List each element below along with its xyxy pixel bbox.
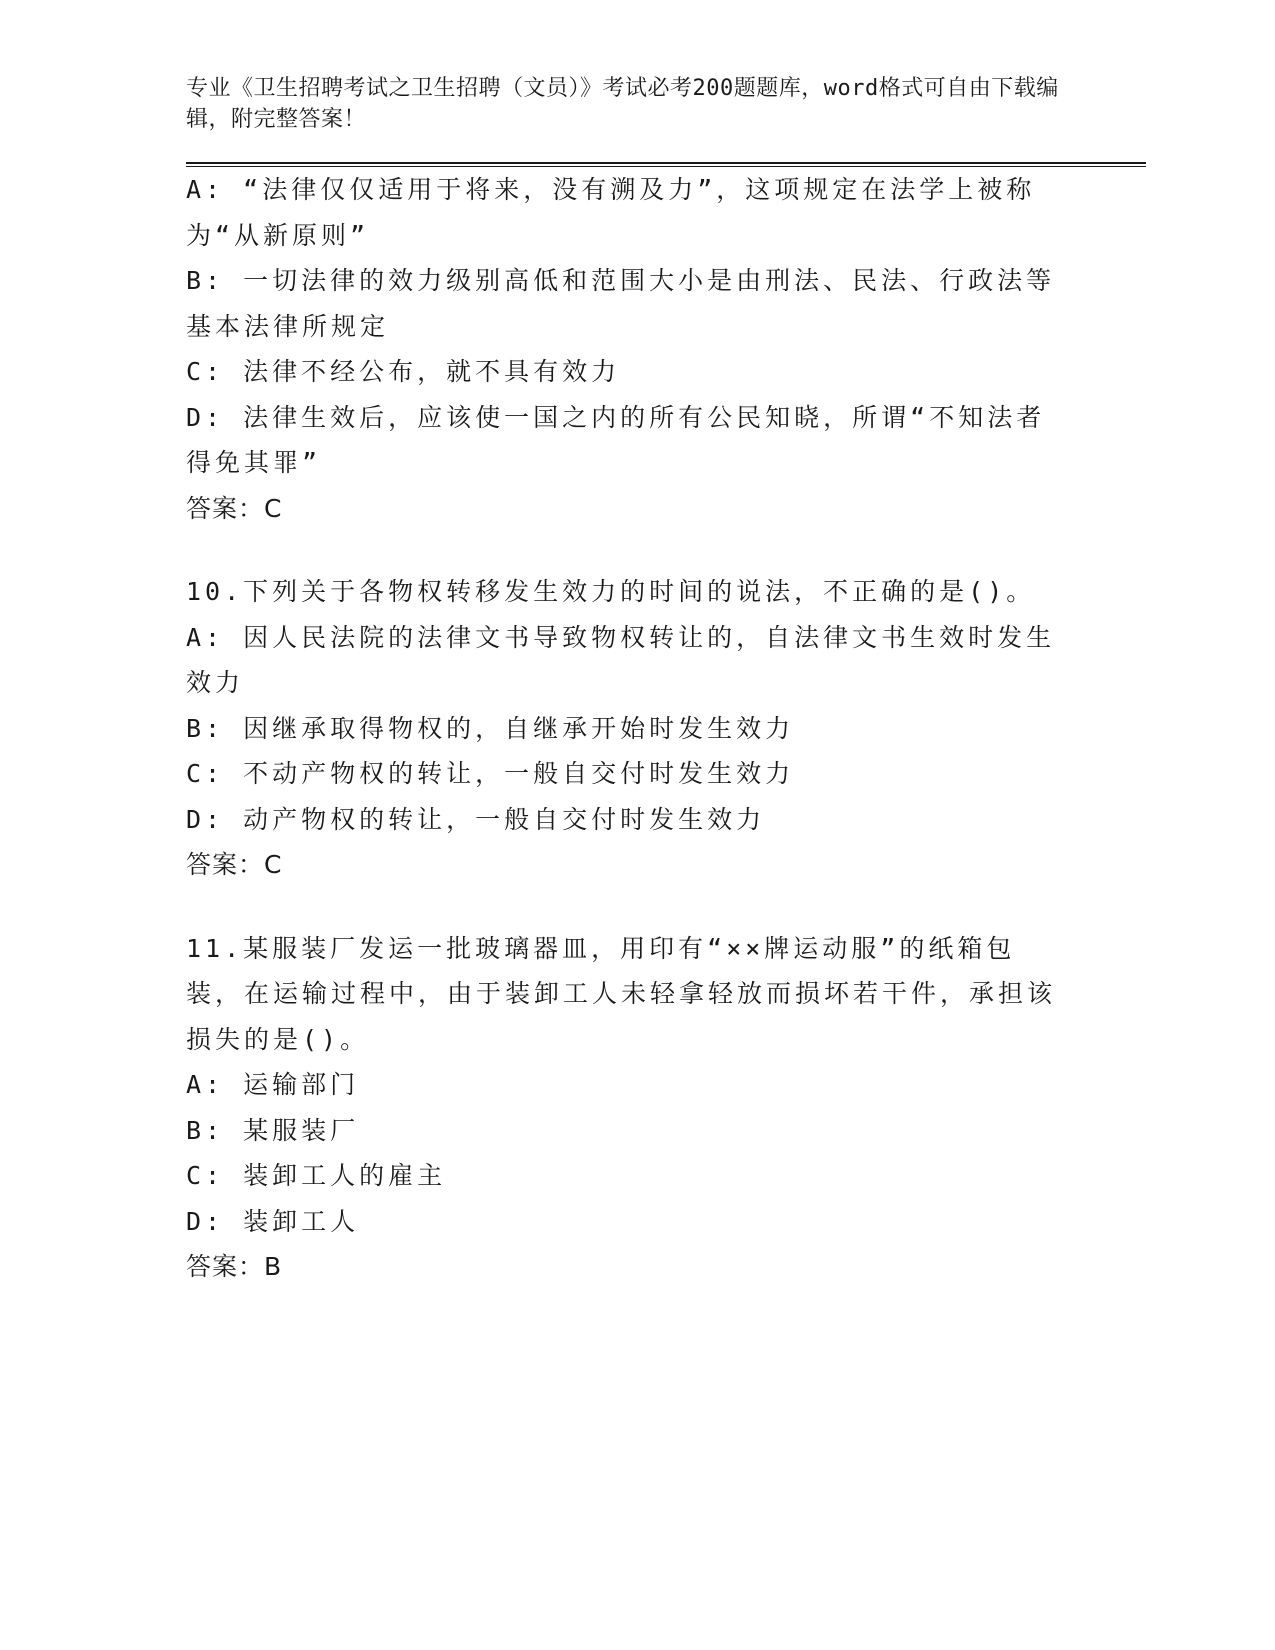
- option-a: A: 运输部门: [186, 1070, 360, 1099]
- option-b: B: 一切法律的效力级别高低和范围大小是由刑法、民法、行政法等基本法律所规定: [186, 266, 1056, 341]
- option-b: B: 因继承取得物权的，自继承开始时发生效力: [186, 713, 795, 743]
- option-b: B: 某服装厂: [186, 1115, 360, 1145]
- option-c: C: 装卸工人的雇主: [186, 1161, 447, 1190]
- answer-line: 答案：C: [186, 850, 283, 879]
- option-c: C: 法律不经公布，就不具有效力: [186, 357, 621, 386]
- question-block-10: [186, 569, 1066, 888]
- answer-line: 答案：C: [186, 493, 283, 523]
- answer-line: 答案：B: [186, 1252, 283, 1281]
- question-block-9: [186, 167, 1066, 531]
- document-page: [186, 0, 1086, 1290]
- option-d: D: 动产物权的转让，一般自交付时发生效力: [186, 804, 766, 834]
- option-a: A: “法律仅仅适用于将来，没有溯及力”，这项规定在法学上被称为“从新原则”: [186, 175, 1036, 250]
- option-c: C: 不动产物权的转让，一般自交付时发生效力: [186, 759, 795, 788]
- question-stem: 10.下列关于各物权转移发生效力的时间的说法，不正确的是()。: [186, 577, 1036, 606]
- option-a: A: 因人民法院的法律文书导致物权转让的，自法律文书生效时发生效力: [186, 622, 1056, 697]
- option-d: D: 法律生效后，应该使一国之内的所有公民知晓，所谓“不知法者得免其罪”: [186, 402, 1046, 477]
- document-header: 专业《卫生招聘考试之卫生招聘（文员）》考试必考200题题库，word格式可自由下载编辑，附完整答案！: [186, 76, 1059, 132]
- option-d: D: 装卸工人: [186, 1206, 360, 1236]
- question-stem: 11.某服装厂发运一批玻璃器皿，用印有“××牌运动服”的纸箱包装，在运输过程中，由于装卸工人未轻拿轻放而损坏若干件，承担该损失的是()。: [186, 933, 1057, 1054]
- question-block-11: [186, 926, 1066, 1290]
